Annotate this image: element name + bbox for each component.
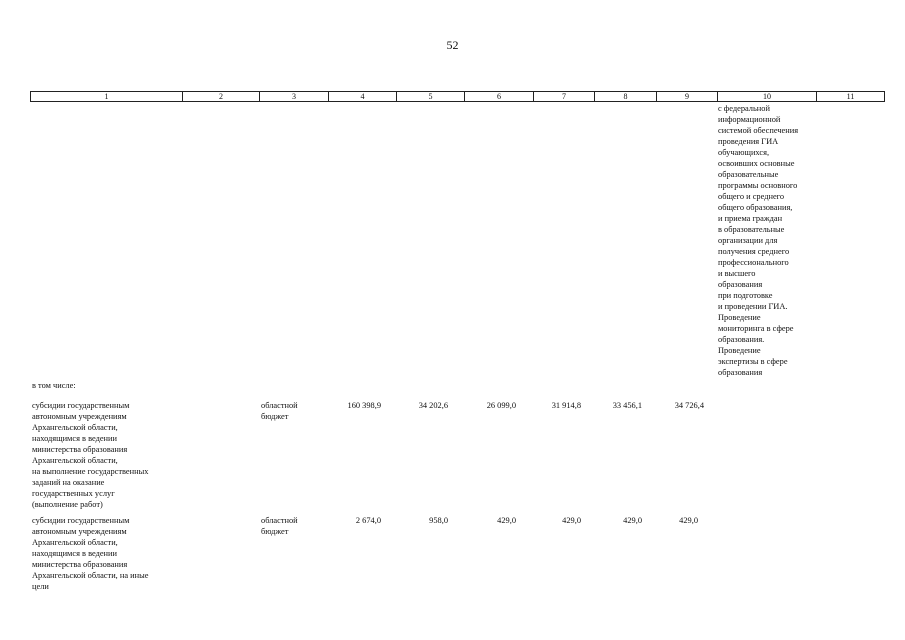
header-col-7: 7: [534, 92, 595, 102]
page-number: 52: [446, 38, 459, 52]
column-number-header: [30, 91, 885, 102]
row-year1-value: 34 202,6: [418, 401, 448, 410]
including-label: в том числе:: [32, 381, 76, 390]
header-col-5: 5: [397, 92, 465, 102]
header-col-3: 3: [260, 92, 329, 102]
row-total-value: 2 674,0: [355, 516, 381, 525]
header-col-11: 11: [817, 92, 885, 102]
row-year4-value: 33 456,1: [612, 401, 642, 410]
row-funding-source: областной бюджет: [261, 401, 298, 421]
header-col-9: 9: [657, 92, 718, 102]
row-year4-value: 429,0: [623, 516, 642, 525]
row-year5-value: 34 726,4: [674, 401, 704, 410]
row-year3-value: 429,0: [562, 516, 581, 525]
header-col-1: 1: [31, 92, 183, 102]
row-year1-value: 958,0: [429, 516, 448, 525]
row-year2-value: 429,0: [497, 516, 516, 525]
header-col-6: 6: [465, 92, 534, 102]
header-col-8: 8: [595, 92, 657, 102]
header-row: [31, 92, 885, 102]
header-col-2: 2: [183, 92, 260, 102]
row-year2-value: 26 099,0: [486, 401, 516, 410]
row-year3-value: 31 914,8: [551, 401, 581, 410]
row-description: субсидии государственным автономным учреждениям Архангельской области, находящимся в ведении министерства образования Архангельской области, на иные цели: [32, 516, 149, 591]
row-funding-source: областной бюджет: [261, 516, 298, 536]
header-col-10: 10: [718, 92, 817, 102]
row-description: субсидии государственным автономным учреждениям Архангельской области, находящимся в ведении министерства образования Архангельской области, на выполнение государственных заданий на оказание государственных услуг (выполнение работ): [32, 401, 149, 509]
row-year5-value: 429,0: [679, 516, 698, 525]
row-total-value: 160 398,9: [347, 401, 381, 410]
col10-continuation-text: с федеральной информационной системой обеспечения проведения ГИА обучающихся, освоивших основные образовательные программы основного общего и среднего общего образования, и приема граждан в образовательные организации для получения среднего профессионального и высшего образования при подготовке и проведении ГИА. Проведение мониторинга в сфере образования. Проведение экспертизы в сфере образования: [718, 104, 799, 377]
header-col-4: 4: [329, 92, 397, 102]
